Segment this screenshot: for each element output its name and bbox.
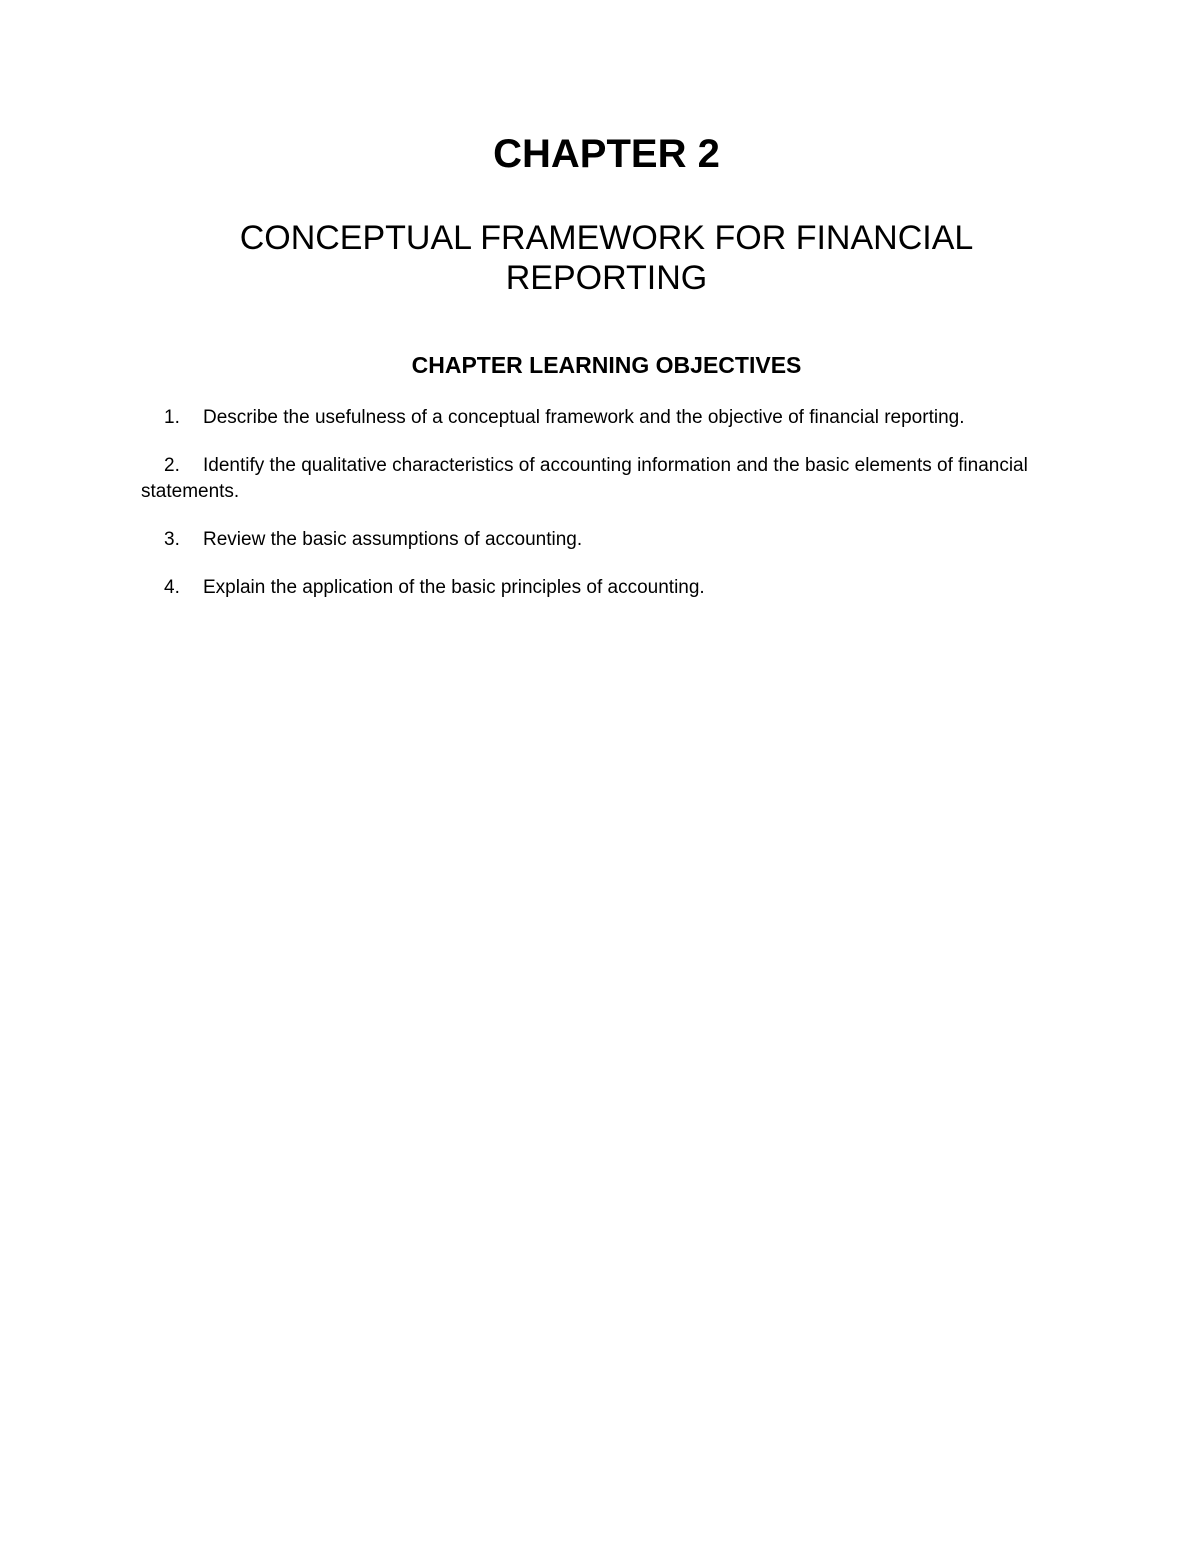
objective-number: 3.	[164, 529, 180, 550]
main-title-line-1: CONCEPTUAL FRAMEWORK FOR FINANCIAL	[239, 219, 974, 257]
main-title	[0, 218, 1200, 298]
objective-number: 2.	[164, 455, 180, 476]
objective-number: 4.	[164, 577, 180, 598]
objective-item-1	[141, 405, 1081, 431]
main-title-line-2: REPORTING	[505, 259, 708, 297]
objective-number: 1.	[164, 407, 180, 428]
objectives-heading: CHAPTER LEARNING OBJECTIVES	[411, 352, 802, 378]
objective-item-3	[141, 527, 1081, 553]
objective-item-4	[141, 575, 1081, 601]
chapter-title: CHAPTER 2	[493, 132, 720, 176]
objective-text: Review the basic assumptions of accounting.	[203, 529, 583, 550]
objective-text: Describe the usefulness of a conceptual framework and the objective of financial reporting.	[203, 407, 965, 428]
objective-text: Explain the application of the basic principles of accounting.	[203, 577, 705, 598]
objective-item-2	[141, 453, 1081, 505]
objective-text: Identify the qualitative characteristics of accounting information and the basic elements of financial statements.	[141, 455, 1028, 502]
objectives-list	[141, 405, 1081, 623]
